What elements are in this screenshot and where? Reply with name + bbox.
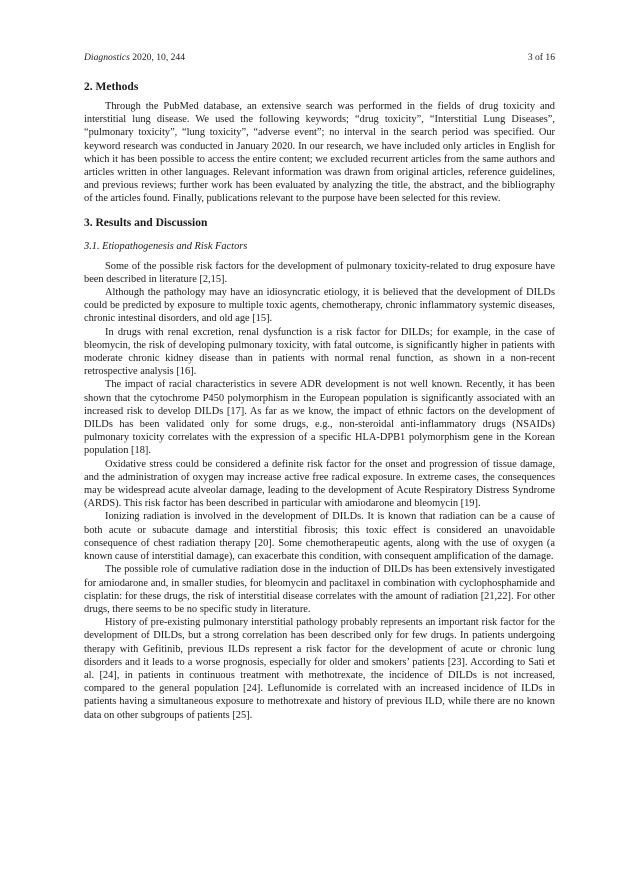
body-text: [84, 80, 555, 722]
paragraph: The possible role of cumulative radiation dose in the induction of DILDs has been extensively investigated for amiodarone and, in smaller studies, for bleomycin and paclitaxel in combination with cyclophosphamide and cisplatin: for these drugs, the risk of interstitial disease correlates with the amount of radiation [21,22]. For other drugs, there seems to be no specific study in literature.: [84, 564, 555, 615]
subsection-heading: 3.1. Etiopathogenesis and Risk Factors: [84, 240, 248, 252]
paragraph: History of pre-existing pulmonary interstitial pathology probably represents an important risk factor for the development of DILDs, but a strong correlation has been described only for few drugs. In patients undergoing therapy with Gefitinib, previous ILDs represent a risk factor for the development of acute or chronic lung disorders and it leads to a worse prognosis, especially for older and smokers’ patients [23]. According to Sati et al. [24], in patients in continuous treatment with methotrexate, the incidence of DILDs is not increased, compared to the general population [24]. Leflunomide is correlated with an increased incidence of ILDs in patients having a simultaneous exposure to methotrexate and history of previous ILD, while there are no known data on other subgroups of patients [25].: [84, 617, 555, 721]
paragraph: Through the PubMed database, an extensive search was performed in the fields of drug toxicity and interstitial lung disease. We used the following keywords; “drug toxicity”, “Interstitial Lung Diseases”, “pulmonary toxicity”, “lung toxicity”, “adverse event”; no interval in the search period was specified. Our keyword research was conducted in January 2020. In our research, we have included only articles in English for which it has been possible to access the entire content; we excluded recurrent articles from the same authors and articles written in other languages. Relevant information was drawn from original articles, reference guidelines, and previous reviews; further work has been evaluated by analyzing the title, the abstract, and the bibliography of the articles found. Finally, publications relevant to the purpose have been selected for this review.: [84, 101, 555, 205]
journal-name: Diagnostics: [84, 52, 130, 63]
running-header: [84, 51, 555, 65]
paragraph: Oxidative stress could be considered a definite risk factor for the onset and progression of tissue damage, and the administration of oxygen may increase active free radical exposure. In extreme cases, the consequences may be widespread acute alveolar damage, leading to the development of Acute Respiratory Distress Syndrome (ARDS). This risk factor has been described in particular with amiodarone and bleomycin [19].: [84, 458, 555, 510]
paragraph: Some of the possible risk factors for the development of pulmonary toxicity-related to drug exposure have been described in literature [2,15].: [84, 260, 555, 285]
paragraph: Although the pathology may have an idiosyncratic etiology, it is believed that the development of DILDs could be predicted by exposure to multiple toxic agents, chemotherapy, chronic inflammatory systemic diseases, chronic intestinal disorders, and old age [15].: [84, 287, 555, 325]
citation-details: 2020, 10, 244: [132, 52, 186, 63]
paragraph: In drugs with renal excretion, renal dysfunction is a risk factor for DILDs; for example, in the case of bleomycin, the risk of developing pulmonary toxicity, with fatal outcome, is significantly higher in patients with moderate chronic kidney disease than in patients with normal renal function, as shown in a non-recent retrospective analysis [16].: [84, 326, 555, 378]
page-number: 3 of 16: [527, 52, 555, 63]
section-heading-methods: 2. Methods: [84, 81, 139, 93]
section-heading-results: 3. Results and Discussion: [84, 216, 208, 229]
header-citation: [84, 51, 185, 65]
paragraph: Ionizing radiation is involved in the development of DILDs. It is known that radiation can be a cause of both acute or subacute damage and interstitial fibrosis; this toxic effect is considered an unavoidable consequence of chest radiation therapy [20]. Some chemotherapeutic agents, along with the use of oxygen (a known cause of interstitial damage), can exacerbate this condition, with consequent amplification of the damage.: [84, 511, 555, 563]
paragraph: The impact of racial characteristics in severe ADR development is not well known. Recently, it has been shown that the cytochrome P450 polymorphism in the European population is significantly associated with an increased risk to develop DILDs [17]. As far as we know, the impact of ethnic factors on the development of DILDs has been validated only for some drugs, e.g., non-steroidal anti-inflammatory drugs (NSAIDs) pulmonary toxicity correlates with the expression of a specific HLA-DPB1 polymorphism gene in the Korean population [18].: [84, 379, 555, 457]
